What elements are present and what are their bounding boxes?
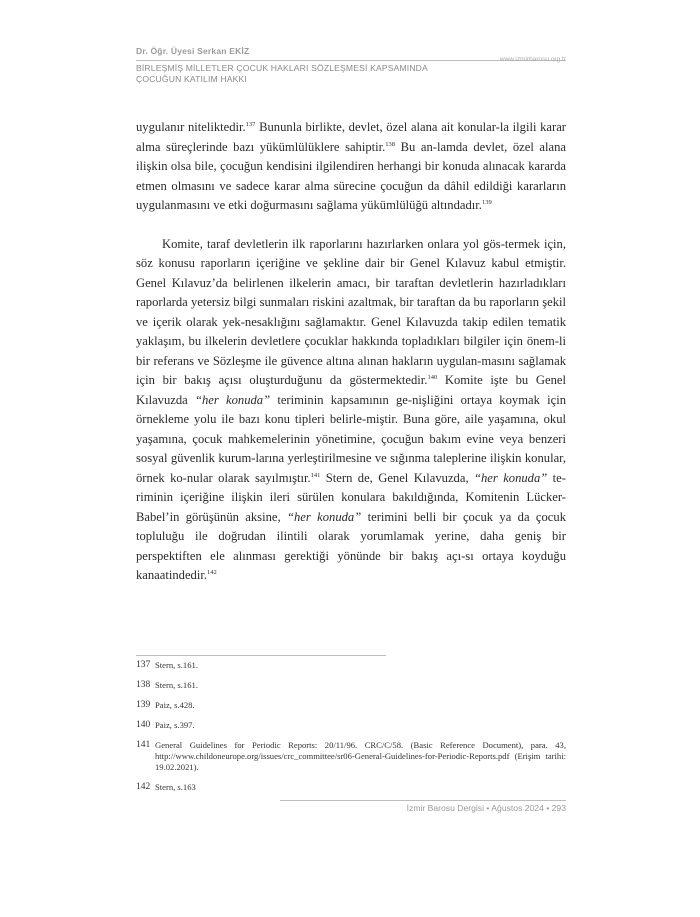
footnote-text: Stern, s.161. <box>155 660 198 670</box>
text-run: te-riminin içeriğine ilişkin ileri sürülen konulara bakıldığında, Komitenin Lücker-Babel’in görüşünün aksine, <box>136 470 566 524</box>
footnote-140 <box>136 720 566 731</box>
website-url: www.izmirbarosu.org.tr <box>499 56 566 63</box>
paragraph-2 <box>136 235 566 586</box>
footnote-139 <box>136 700 566 711</box>
footnote-ref-142: 142 <box>207 568 217 576</box>
footnote-text: Paiz, s.397. <box>155 720 195 730</box>
footnote-ref-139: 139 <box>481 198 492 206</box>
article-title-line-2: ÇOCUĞUN KATILIM HAKKI <box>136 74 247 84</box>
text-run: Bu an-lamda devlet, özel alana ilişkin olsa bile, çocuğun kendisini ilgilendiren herhangi bir konuda alınacak kararda etmen olmasını ve sadece karar alma sürecine çocuğun da dâhil edildiği kararların uygulanmasını ve etki doğurmasını sağlama yükümlülüğü altındadır. <box>136 139 566 212</box>
article-title-line-1: BİRLEŞMİŞ MİLLETLER ÇOCUK HAKLARI SÖZLEŞMESİ KAPSAMINDA <box>136 63 428 73</box>
running-header <box>136 46 566 56</box>
footnote-number: 137 <box>136 660 151 670</box>
footnote-number: 138 <box>136 680 151 690</box>
footnote-ref-140: 140 <box>427 373 438 381</box>
footnote-141 <box>136 740 566 773</box>
footnote-text: General Guidelines for Periodic Reports: 20/11/96. CRC/C/58. (Basic Reference Document), para. 43, http://www.childoneurope.org/issues/crc_committee/sr06-General-Guidelines-for-Periodic-Reports.pdf (Erişim tarihi: 19.02.2021). <box>155 740 566 772</box>
footnote-text: Stern, s.163 <box>155 782 196 792</box>
text-run: Komite, taraf devletlerin ilk raporlarını hazırlarken onlara yol gös-termek için, söz konusu raporların içeriğine ve şekline dair bir Genel Kılavuz kabul etmiştir. Genel Kılavuz’da belirlenen ilkelerin amacı, bir taraftan devletlerin hazırladıkları raporlarda yetersiz bilgi sunmaları riskini azaltmak, bir taraftan da bu raporların şekil ve içerik olarak yek-nesaklığını sağlamaktır. Genel Kılavuzda takip edilen tematik yaklaşım, bu ilkelerin devletlere çocuklar hakkında topladıkları bilgiler için önem-li bir referans ve Sözleşme ile güvence altına alınan hakların uygulan-masını sağlamak için bir bakış açısı oluşturduğunu da göstermektedir. <box>136 236 566 387</box>
text-run: Bununla birlikte, devlet, özel alana ait konular-la ilgili karar alma süreçlerinde bazı yükümlülüklere sahiptir. <box>136 120 566 154</box>
italic-term: “her konuda” <box>286 509 362 524</box>
footnote-ref-138: 138 <box>385 140 396 148</box>
footnote-number: 142 <box>136 782 151 792</box>
footnote-ref-141: 141 <box>310 471 321 479</box>
author-name: Dr. Öğr. Üyesi Serkan EKİZ <box>136 46 250 56</box>
footer-divider <box>280 800 566 801</box>
footnotes <box>136 660 566 802</box>
footnote-divider <box>136 655 386 656</box>
article-title <box>136 63 466 85</box>
footnote-number: 139 <box>136 700 151 710</box>
footnote-text: Stern, s.161. <box>155 680 198 690</box>
text-run: uygulanır niteliktedir. <box>136 120 246 134</box>
footnote-142 <box>136 782 566 793</box>
footnote-text: Paiz, s.428. <box>155 700 195 710</box>
text-run: Stern de, Genel Kılavuzda, <box>320 470 474 485</box>
footnote-137 <box>136 660 566 671</box>
text-run: terimini belli bir çocuk ya da çocuk topluluğu ile doğrudan ilintili olarak yorumlamak yerine, daha geniş bir perspektiften ele alınması gerektiği yönünde bir bakış açı-sı ortaya koyduğu kanaatindedir. <box>136 509 566 582</box>
footnote-ref-137: 137 <box>245 120 256 128</box>
footnote-number: 140 <box>136 720 151 730</box>
text-run: teriminin kapsamının ge-nişliğini ortaya koymak için örnekleme yolu ile bazı konu tipleri belirle-miştir. Buna göre, aile yaşamına, okul yaşamına, çocuk mahkemelerinin yönetimine, çocuğun bakım evine veya benzeri sosyal güvenlik kurum-larına yerleştirilmesine ve sığınma taleplerine ilişkin konular, örnek ko-nular olarak sayılmıştır. <box>136 392 566 485</box>
italic-term: “her konuda” <box>474 470 548 485</box>
footnote-138 <box>136 680 566 691</box>
footnote-number: 141 <box>136 740 151 750</box>
text-run: Komite işte bu Genel Kılavuzda <box>136 373 566 407</box>
italic-term: “her konuda” <box>194 392 271 407</box>
paragraph-1 <box>136 118 566 216</box>
body-text <box>136 118 566 586</box>
page-footer: İzmir Barosu Dergisi • Ağustos 2024 • 293 <box>406 803 566 813</box>
